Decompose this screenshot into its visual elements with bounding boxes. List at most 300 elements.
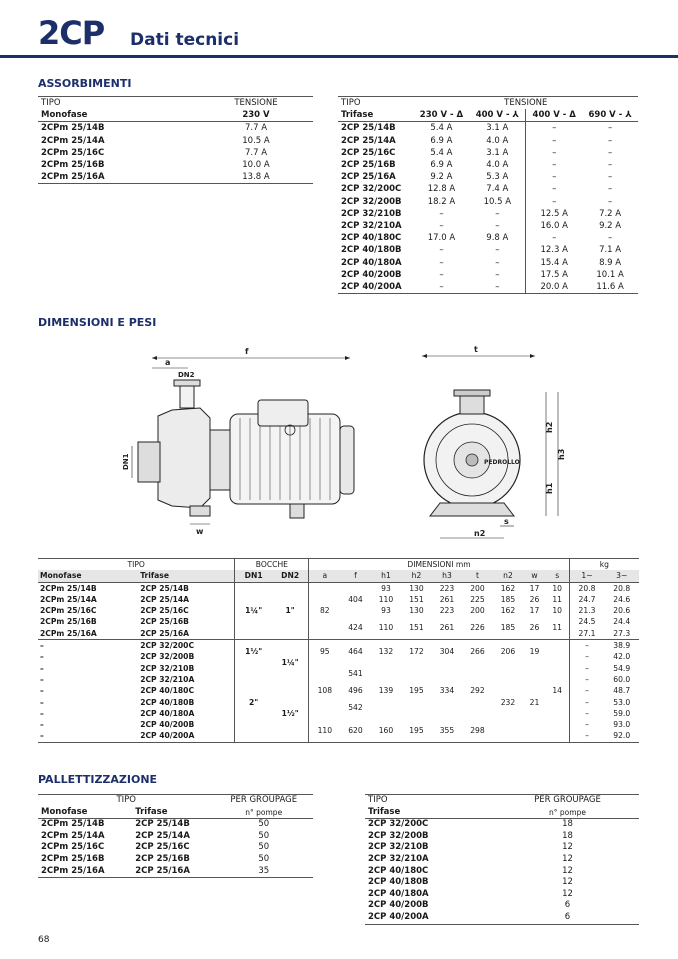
cell-h3: 334 bbox=[439, 686, 455, 696]
th-dimensioni: DIMENSIONI mm bbox=[309, 559, 569, 571]
cell-value: 5.4 A bbox=[430, 147, 453, 158]
table-row bbox=[38, 135, 313, 147]
table-row bbox=[365, 912, 639, 924]
table-row bbox=[338, 159, 638, 171]
cell-kg1: – bbox=[585, 708, 589, 718]
cell-t: 292 bbox=[470, 686, 485, 696]
table-row bbox=[38, 866, 313, 878]
cell-s: 14 bbox=[546, 640, 569, 743]
cell-kg1: – bbox=[585, 652, 589, 662]
cell-dn1: 1¼" bbox=[245, 606, 263, 616]
cell-tipo: 2CP 32/210A bbox=[341, 221, 402, 232]
cell-tipo: 2CP 25/16C bbox=[341, 147, 396, 158]
table-row bbox=[38, 831, 313, 843]
cell-w: 21 bbox=[529, 697, 540, 707]
cell-value: 4.0 A bbox=[469, 135, 525, 147]
cell-value: 10.5 A bbox=[242, 135, 270, 146]
cell-h3: 223 bbox=[439, 606, 455, 616]
cell-h1: 110 bbox=[378, 594, 394, 604]
cell-h1: 160 bbox=[378, 725, 394, 735]
cell-value: – bbox=[439, 282, 444, 293]
dim-label-a: a bbox=[165, 358, 171, 367]
cell-value: 7.2 A bbox=[599, 208, 622, 219]
cell-value: 18.2 A bbox=[427, 196, 456, 207]
cell-tipo: 2CPm 25/14A bbox=[41, 135, 105, 146]
cell-value: – bbox=[469, 281, 525, 294]
th-dim-col: w bbox=[531, 571, 538, 581]
cell-value: 17.0 A bbox=[427, 233, 456, 244]
cell-tri: 2CP 25/14B bbox=[138, 582, 235, 594]
cell-tipo: 2CP 25/16A bbox=[341, 172, 396, 183]
cell-tipo: 2CPm 25/14B bbox=[41, 819, 105, 830]
th-trifase: Trifase bbox=[135, 806, 168, 817]
table-row bbox=[338, 171, 638, 183]
cell-t: 200 bbox=[470, 583, 485, 593]
cell-kg1: 21.3 bbox=[578, 606, 596, 616]
th-dim-col: s bbox=[546, 570, 569, 582]
th-230v: 230 V bbox=[242, 110, 270, 121]
table-row bbox=[338, 183, 638, 195]
cell-value: – bbox=[469, 244, 525, 256]
cell-value: – bbox=[552, 184, 557, 195]
cell-value: 50 bbox=[258, 819, 270, 830]
th-monofase: Monofase bbox=[41, 110, 88, 121]
cell-dn1: 1½" bbox=[245, 646, 263, 656]
cell-f: 620 bbox=[348, 725, 363, 735]
cell-tipo: 2CP 32/210B bbox=[341, 208, 402, 219]
cell-value: 12 bbox=[562, 842, 573, 853]
cell-tipo: 2CPm 25/16C bbox=[41, 842, 105, 853]
cell-h1: 139 bbox=[378, 686, 394, 696]
cell-h2: 195 bbox=[409, 725, 424, 735]
cell-tipo: 2CP 25/14B bbox=[135, 819, 190, 830]
table-row bbox=[338, 196, 638, 208]
cell-kg1: – bbox=[585, 731, 589, 741]
cell-value: 4.0 A bbox=[469, 159, 525, 171]
table-row bbox=[365, 854, 639, 866]
th-dim-col: h1 bbox=[381, 571, 391, 581]
table-row bbox=[338, 281, 638, 294]
cell-mono: – bbox=[40, 663, 44, 673]
cell-tipo: 2CP 32/200C bbox=[368, 819, 429, 830]
cell-value: 9.2 A bbox=[599, 221, 622, 232]
table-row bbox=[38, 122, 313, 135]
cell-a: 95 bbox=[319, 646, 330, 656]
cell-kg1: 24.7 bbox=[578, 594, 596, 604]
cell-t: 225 bbox=[470, 594, 485, 604]
dim-label-h2: h2 bbox=[545, 421, 554, 433]
cell-tipo: 2CP 40/200B bbox=[341, 269, 402, 280]
cell-mono: – bbox=[40, 652, 44, 662]
cell-dn2: 1½" bbox=[272, 685, 309, 742]
cell-value: 50 bbox=[258, 830, 270, 841]
cell-h3: 304 bbox=[439, 646, 455, 656]
cell-tri: 2CP 25/14A bbox=[138, 594, 235, 605]
cell-tipo: 2CP 25/16B bbox=[135, 853, 190, 864]
cell-value: – bbox=[552, 160, 557, 171]
table-row bbox=[38, 854, 313, 866]
table-row bbox=[38, 819, 313, 831]
th-dim-col: a bbox=[322, 571, 328, 581]
cell-value: 10.5 A bbox=[469, 196, 525, 208]
cell-value: 6 bbox=[564, 900, 571, 911]
th-kg-tri: 3~ bbox=[616, 571, 628, 581]
cell-tipo: 2CP 32/200B bbox=[368, 830, 429, 841]
cell-tri: 2CP 40/200A bbox=[138, 730, 235, 742]
cell-w: 17 bbox=[529, 606, 540, 616]
cell-tri: 2CP 25/16A bbox=[138, 628, 235, 640]
dimensioni-pesi-table bbox=[38, 558, 639, 743]
cell-tipo: 2CP 40/200A bbox=[341, 282, 402, 293]
table-row bbox=[338, 135, 638, 147]
cell-h2: 151 bbox=[409, 623, 424, 633]
table-row bbox=[338, 208, 638, 220]
th-kg-mono: 1~ bbox=[581, 571, 593, 581]
cell-kg3: 20.8 bbox=[613, 583, 631, 593]
cell-value: 12.8 A bbox=[427, 184, 456, 195]
cell-h2: 172 bbox=[409, 646, 424, 656]
pallettizzazione-monofase-table bbox=[38, 794, 313, 878]
th-dn1: DN1 bbox=[244, 571, 263, 581]
cell-tipo: 2CP 40/180A bbox=[341, 257, 402, 268]
cell-t: 226 bbox=[470, 623, 485, 633]
th-dn2: DN2 bbox=[272, 570, 309, 582]
cell-h3: 261 bbox=[439, 623, 455, 633]
cell-tri: 2CP 40/180A bbox=[138, 708, 235, 719]
cell-mono: – bbox=[40, 697, 44, 707]
cell-dn1: 2" bbox=[249, 697, 259, 707]
pump-logo: PEDROLLO bbox=[484, 459, 520, 466]
cell-value: 15.4 A bbox=[540, 257, 568, 268]
cell-value: 50 bbox=[258, 842, 270, 853]
cell-value: 10.1 A bbox=[596, 269, 624, 280]
table-row bbox=[365, 877, 639, 889]
th-dim-col: t bbox=[475, 571, 479, 581]
cell-mono: – bbox=[40, 720, 44, 730]
cell-value: 7.1 A bbox=[599, 245, 622, 256]
table-row bbox=[338, 244, 638, 256]
th-tipo: TIPO bbox=[368, 795, 388, 805]
cell-f: 496 bbox=[348, 686, 363, 696]
cell-tipo: 2CP 25/16B bbox=[341, 160, 396, 171]
cell-value: 7.7 A bbox=[244, 123, 268, 134]
th-dim-col: f bbox=[354, 571, 357, 581]
pump-dimension-drawings bbox=[100, 338, 580, 546]
th-volt: 400 V - Δ bbox=[532, 110, 576, 121]
cell-value: 13.8 A bbox=[242, 172, 270, 183]
table-row bbox=[38, 171, 313, 184]
dim-label-h1: h1 bbox=[545, 482, 554, 494]
cell-tipo: 2CP 25/14B bbox=[341, 123, 396, 134]
dim-label-h3: h3 bbox=[557, 448, 566, 460]
cell-tipo: 2CPm 25/16A bbox=[41, 172, 105, 183]
dim-label-t: t bbox=[474, 345, 478, 354]
cell-f: 542 bbox=[348, 703, 363, 713]
cell-value: – bbox=[469, 257, 525, 269]
cell-kg3: 59.0 bbox=[613, 708, 631, 718]
cell-s: 10 bbox=[546, 582, 569, 594]
cell-n2: 232 bbox=[500, 697, 516, 707]
cell-tipo: 2CP 40/200A bbox=[368, 911, 429, 922]
cell-h1: 93 bbox=[381, 606, 391, 616]
th-dim-col: h3 bbox=[442, 571, 452, 581]
cell-tipo: 2CPm 25/16A bbox=[41, 865, 105, 876]
th-tipo: TIPO bbox=[41, 98, 61, 108]
product-code: 2CP bbox=[38, 14, 105, 52]
cell-mono: 2CPm 25/14A bbox=[40, 594, 97, 604]
cell-tipo: 2CPm 25/16B bbox=[41, 853, 105, 864]
cell-f: 464 bbox=[348, 646, 363, 656]
cell-tipo: 2CP 40/180B bbox=[341, 245, 402, 256]
cell-value: 3.1 A bbox=[469, 147, 525, 159]
cell-mono: 2CPm 25/16C bbox=[40, 606, 97, 616]
th-volt: 690 V - ⅄ bbox=[588, 110, 632, 121]
cell-kg1: 27.1 bbox=[578, 628, 596, 638]
th-dim-col: h2 bbox=[411, 571, 422, 581]
cell-tipo: 2CP 25/14A bbox=[341, 135, 396, 146]
cell-h2: 151 bbox=[409, 594, 424, 604]
cell-tri: 2CP 32/210A bbox=[138, 674, 235, 685]
cell-f: 424 bbox=[348, 623, 363, 633]
dim-label-f: f bbox=[245, 347, 249, 356]
cell-kg1: – bbox=[585, 674, 589, 684]
cell-f: 404 bbox=[348, 594, 363, 604]
cell-value: 17.5 A bbox=[540, 269, 568, 280]
cell-value: – bbox=[469, 208, 525, 220]
cell-value: – bbox=[552, 233, 557, 244]
cell-value: 10.0 A bbox=[242, 160, 270, 171]
cell-s: 10 bbox=[546, 605, 569, 616]
cell-h2: 130 bbox=[409, 606, 424, 616]
cell-tri: 2CP 32/200C bbox=[138, 640, 235, 652]
table-row bbox=[365, 900, 639, 912]
cell-kg1: – bbox=[585, 686, 589, 696]
table-row bbox=[338, 269, 638, 281]
cell-value: – bbox=[607, 184, 613, 195]
cell-kg3: 92.0 bbox=[613, 731, 631, 741]
cell-value: – bbox=[469, 269, 525, 281]
table-row bbox=[38, 147, 313, 159]
cell-tri: 2CP 25/16C bbox=[138, 605, 235, 616]
cell-value: – bbox=[439, 221, 444, 232]
cell-value: 5.4 A bbox=[430, 123, 453, 134]
cell-value: – bbox=[469, 220, 525, 232]
cell-f: 541 bbox=[348, 669, 363, 679]
cell-value: 6 bbox=[564, 911, 571, 922]
cell-value: – bbox=[552, 123, 557, 134]
cell-tipo: 2CPm 25/14A bbox=[41, 830, 105, 841]
cell-kg3: 20.6 bbox=[613, 606, 631, 616]
cell-value: 18 bbox=[562, 819, 573, 830]
cell-t: 298 bbox=[470, 725, 485, 735]
cell-n2: 185 bbox=[500, 594, 516, 604]
cell-tipo: 2CP 25/16A bbox=[135, 865, 190, 876]
cell-value: – bbox=[439, 269, 444, 280]
th-tipo: TIPO bbox=[38, 559, 235, 571]
cell-value: – bbox=[607, 172, 613, 183]
cell-value: 7.7 A bbox=[244, 147, 268, 158]
cell-mono: – bbox=[40, 731, 44, 741]
cell-tipo: 2CP 40/180C bbox=[368, 865, 429, 876]
cell-h1: 132 bbox=[378, 646, 394, 656]
cell-tri: 2CP 32/200B bbox=[138, 651, 235, 662]
cell-tri: 2CP 40/180C bbox=[138, 685, 235, 696]
th-trifase: Trifase bbox=[138, 570, 235, 582]
cell-tri: 2CP 40/200B bbox=[138, 719, 235, 730]
assorbimenti-trifase-table bbox=[338, 96, 638, 294]
cell-value: – bbox=[439, 245, 444, 256]
cell-a: 82 bbox=[319, 606, 330, 616]
cell-kg3: 24.4 bbox=[613, 617, 631, 627]
front-view-drawing bbox=[422, 345, 566, 538]
cell-kg3: 42.0 bbox=[613, 652, 631, 662]
section-title-dimensioni: DIMENSIONI E PESI bbox=[38, 316, 157, 329]
cell-a: 110 bbox=[317, 725, 333, 735]
th-tipo: TIPO bbox=[341, 98, 361, 108]
cell-s: 11 bbox=[546, 594, 569, 605]
cell-kg3: 54.9 bbox=[613, 663, 631, 673]
cell-tri: 2CP 40/180B bbox=[138, 697, 235, 708]
cell-w: 26 bbox=[529, 594, 540, 604]
cell-mono: 2CPm 25/14B bbox=[40, 583, 97, 593]
page-header bbox=[0, 0, 678, 62]
cell-kg1: 20.8 bbox=[578, 583, 596, 593]
cell-kg1: – bbox=[585, 720, 589, 730]
cell-mono: – bbox=[40, 708, 44, 718]
cell-value: 35 bbox=[258, 865, 270, 876]
th-trifase: Trifase bbox=[368, 806, 401, 817]
cell-tipo: 2CP 32/210B bbox=[368, 842, 429, 853]
table-row bbox=[365, 819, 639, 831]
table-row bbox=[365, 889, 639, 901]
cell-tipo: 2CPm 25/16C bbox=[41, 147, 105, 158]
cell-h2: 130 bbox=[409, 583, 424, 593]
cell-kg1: – bbox=[585, 641, 589, 651]
cell-value: 6.9 A bbox=[430, 160, 453, 171]
cell-h2: 195 bbox=[409, 686, 424, 696]
cell-value: – bbox=[439, 257, 444, 268]
cell-mono: 2CPm 25/16A bbox=[40, 628, 97, 638]
table-row bbox=[338, 122, 638, 135]
th-volt: 400 V - ⅄ bbox=[469, 109, 525, 122]
cell-value: 12 bbox=[562, 853, 573, 864]
cell-kg3: 53.0 bbox=[613, 697, 631, 707]
cell-kg1: – bbox=[585, 663, 589, 673]
section-title-pallettizzazione: PALLETTIZZAZIONE bbox=[38, 773, 158, 786]
cell-value: – bbox=[607, 196, 613, 207]
cell-kg1: 24.5 bbox=[578, 617, 596, 627]
cell-value: 12.3 A bbox=[540, 245, 568, 256]
cell-value: – bbox=[607, 123, 613, 134]
cell-value: 5.3 A bbox=[469, 171, 525, 183]
cell-tipo: 2CP 32/200C bbox=[341, 184, 402, 195]
table-row bbox=[338, 232, 638, 244]
cell-w: 19 bbox=[529, 646, 540, 656]
th-dim-col: n2 bbox=[503, 571, 513, 581]
cell-value: 12.5 A bbox=[540, 208, 568, 219]
cell-value: 16.0 A bbox=[540, 221, 568, 232]
cell-value: – bbox=[607, 135, 613, 146]
cell-w: 17 bbox=[529, 583, 540, 593]
pallettizzazione-trifase-table bbox=[365, 794, 639, 925]
cell-h3: 261 bbox=[439, 594, 455, 604]
section-title-assorbimenti: ASSORBIMENTI bbox=[38, 77, 132, 90]
cell-n2: 162 bbox=[500, 606, 516, 616]
th-monofase: Monofase bbox=[41, 806, 88, 817]
cell-value: – bbox=[552, 135, 557, 146]
cell-tipo: 2CP 40/180C bbox=[341, 233, 402, 244]
side-view-drawing bbox=[122, 347, 354, 536]
th-kg: kg bbox=[599, 560, 609, 569]
cell-value: 20.0 A bbox=[540, 282, 568, 293]
cell-value: – bbox=[607, 233, 613, 244]
cell-value: 9.2 A bbox=[430, 172, 453, 183]
cell-value: – bbox=[607, 147, 613, 158]
cell-tipo: 2CPm 25/16B bbox=[41, 160, 105, 171]
cell-tipo: 2CP 25/14A bbox=[135, 830, 190, 841]
cell-tipo: 2CP 40/180A bbox=[368, 888, 429, 899]
th-groupage: PER GROUPAGE bbox=[534, 795, 601, 805]
th-volt: 230 V - Δ bbox=[419, 110, 464, 121]
cell-value: 8.9 A bbox=[599, 257, 622, 268]
cell-kg3: 24.6 bbox=[613, 594, 631, 604]
cell-tri: 2CP 32/210B bbox=[138, 663, 235, 674]
cell-dn2: 1¼" bbox=[272, 640, 309, 686]
cell-n2: 206 bbox=[500, 646, 516, 656]
cell-value: – bbox=[552, 172, 557, 183]
table-row bbox=[38, 842, 313, 854]
page-number: 68 bbox=[38, 935, 50, 945]
cell-h3: 355 bbox=[439, 725, 455, 735]
th-monofase: Monofase bbox=[40, 571, 82, 581]
cell-mono: – bbox=[40, 641, 44, 651]
th-bocche: BOCCHE bbox=[235, 559, 309, 571]
table-row bbox=[338, 147, 638, 159]
cell-h3: 223 bbox=[439, 583, 455, 593]
th-tipo: TIPO bbox=[116, 795, 136, 805]
cell-tipo: 2CPm 25/14B bbox=[41, 123, 105, 134]
dim-label-w: w bbox=[196, 527, 204, 536]
cell-mono: 2CPm 25/16B bbox=[40, 617, 97, 627]
cell-s: 11 bbox=[546, 616, 569, 639]
cell-value: – bbox=[607, 160, 613, 171]
table-row bbox=[338, 220, 638, 232]
cell-value: – bbox=[552, 196, 557, 207]
cell-kg3: 27.3 bbox=[613, 628, 631, 638]
th-tensione: TENSIONE bbox=[504, 98, 548, 108]
th-n-pompe: n° pompe bbox=[549, 807, 586, 817]
assorbimenti-monofase-table bbox=[38, 96, 313, 184]
cell-kg1: – bbox=[585, 697, 589, 707]
table-row bbox=[365, 831, 639, 843]
table-row bbox=[365, 842, 639, 854]
table-row bbox=[338, 257, 638, 269]
cell-value: 12 bbox=[562, 865, 573, 876]
cell-tipo: 2CP 25/16C bbox=[135, 842, 190, 853]
cell-h1: 93 bbox=[381, 583, 391, 593]
cell-w: 26 bbox=[529, 623, 540, 633]
th-trifase: Trifase bbox=[341, 110, 374, 121]
cell-value: – bbox=[552, 147, 557, 158]
cell-kg3: 48.7 bbox=[613, 686, 631, 696]
cell-value: 3.1 A bbox=[469, 122, 525, 135]
cell-mono: – bbox=[40, 674, 44, 684]
table-row bbox=[365, 866, 639, 878]
dim-label-dn2: DN2 bbox=[178, 371, 195, 379]
cell-t: 266 bbox=[470, 646, 485, 656]
dim-label-s: s bbox=[504, 517, 509, 526]
cell-value: – bbox=[439, 208, 444, 219]
